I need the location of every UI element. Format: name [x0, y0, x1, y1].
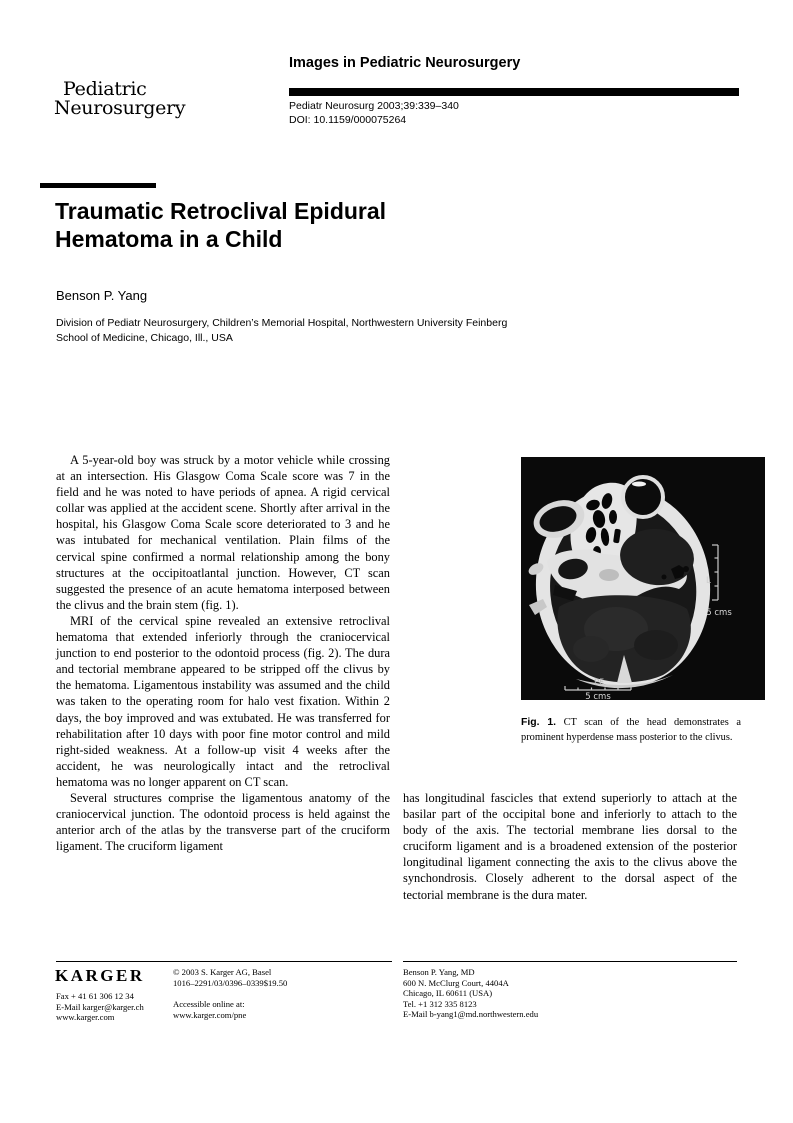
paragraph-4: has longitudinal fascicles that extend superiorly to attach at the basilar part of the occipital bone and inferiorly to attach to the body of the axis. The tectorial membrane lies dorsal to the cruciform ligament and is a broadened extension of the posterior longitudinal ligament connecting the axis to the clivus above the synchondrosis. Closely adherent to the dorsal aspect of the tectorial membrane is the dura mater.	[403, 791, 737, 902]
corresponding-author-block	[403, 967, 538, 1020]
figure-1-caption	[521, 716, 741, 745]
scale-right-text: 5 cms	[706, 608, 732, 618]
publisher-email: E-Mail karger@karger.ch	[56, 1001, 144, 1012]
paragraph-1: A 5-year-old boy was struck by a motor vehicle while crossing at an intersection. His Glasgow Coma Scale score was 7 in the field and he was noted to have periods of apnea. A rigid cervical collar was applied at the accident scene. Shortly after arrival in the hospital, his Glasgow Coma Scale score deteriorated to 3 and he was intubated for mechanical ventilation. Plain films of the cervical spine confirmed a normal relationship among the bony structures at the occipitoatlantal junction. However, CT scan suggested the presence of an acute hematoma interposed between the clivus and the brain stem (fig. 1).	[56, 453, 390, 612]
author-name: Benson P. Yang	[56, 288, 148, 303]
ct-scan-image	[521, 457, 765, 700]
paragraph-2: MRI of the cervical spine revealed an extensive retroclival hematoma that extended inferiorly through the craniocervical junction to end posterior to the odontoid process (fig. 2). The dura and tectorial membrane appeared to be stripped off the clivus by the hematoma. Ligamentous instability was assumed and the child was taken to the operating room for halo vest fixation. Within 2 days, the boy improved and was extubated. He was transferred for rehabilitation after 10 days with poor fine motor control and mild right-sided weakness. At a follow-up visit 4 weeks after the accident, he was neurologically intact and the retroclival hematoma was no longer apparent on CT scan.	[56, 613, 390, 789]
copyright-block	[173, 967, 287, 988]
online-access-block	[173, 999, 246, 1020]
article-title-line1: Traumatic Retroclival Epidural	[55, 198, 387, 224]
article-title	[55, 197, 386, 253]
footer-rule-right	[403, 961, 737, 962]
figure-1-ct-scan	[521, 457, 765, 700]
corresponding-author-city: Chicago, IL 60611 (USA)	[403, 988, 493, 999]
publisher-contact	[56, 991, 144, 1023]
section-title: Images in Pediatric Neurosurgery	[289, 55, 521, 71]
online-access-url: www.karger.com/pne	[173, 1009, 247, 1020]
header-rule	[289, 88, 739, 96]
scale-bottom-text: 5 cms	[585, 692, 611, 700]
doi-line: DOI: 10.1159/000075264	[289, 114, 407, 126]
scale-right-label: L	[706, 576, 711, 586]
issn-line: 1016–2291/03/0396–0339$19.50	[173, 977, 288, 988]
journal-logo	[54, 80, 185, 118]
title-rule	[40, 183, 156, 188]
corresponding-author-tel: Tel. +1 312 335 8123	[403, 998, 477, 1009]
author-affiliation: Division of Pediatr Neurosurgery, Children’s Memorial Hospital, Northwestern University Feinberg School of Medicine, Chicago, Ill., USA	[56, 317, 508, 344]
scale-bottom-label: PF	[593, 678, 605, 688]
online-access-label: Accessible online at:	[173, 999, 245, 1009]
publisher-logo: KARGER	[55, 966, 145, 985]
body-right-column	[403, 790, 737, 903]
body-left-column	[56, 452, 390, 854]
figure-caption-label: Fig. 1.	[521, 717, 556, 728]
copyright-line: © 2003 S. Karger AG, Basel	[173, 967, 272, 977]
article-title-line2: Hematoma in a Child	[55, 226, 283, 252]
journal-logo-line1: Pediatric	[63, 78, 147, 100]
publisher-fax: Fax + 41 61 306 12 34	[56, 991, 134, 1001]
corresponding-author-name: Benson P. Yang, MD	[403, 967, 475, 977]
journal-logo-line2: Neurosurgery	[54, 97, 186, 119]
corresponding-author-street: 600 N. McClurg Court, 4404A	[403, 977, 509, 988]
paragraph-3: Several structures comprise the ligamentous anatomy of the craniocervical junction. The odontoid process is held against the anterior arch of the atlas by the transverse part of the cruciform ligament. The cruciform ligament	[56, 790, 390, 854]
corresponding-author-email: E-Mail b-yang1@md.northwestern.edu	[403, 1009, 539, 1020]
figure-caption-text: CT scan of the head demonstrates a prominent hyperdense mass posterior to the clivus.	[521, 717, 741, 743]
footer-rule-left	[56, 961, 392, 962]
journal-citation: Pediatr Neurosurg 2003;39:339–340	[289, 100, 459, 112]
publisher-website: www.karger.com	[56, 1012, 115, 1023]
